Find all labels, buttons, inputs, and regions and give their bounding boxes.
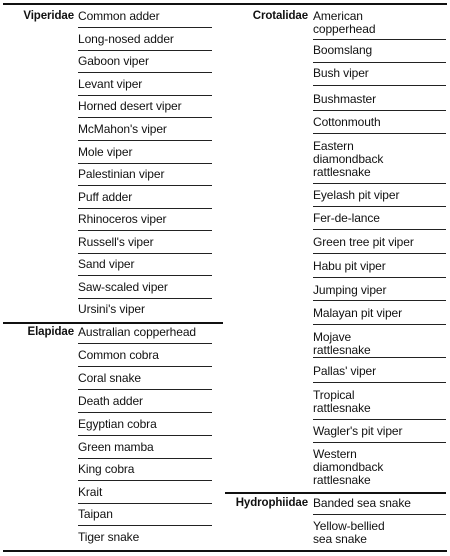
- table-bottom-rule: [3, 550, 447, 552]
- species-item: Taipan: [78, 507, 113, 521]
- family-crotalidae: Crotalidae: [252, 10, 308, 22]
- row-separator: [78, 412, 212, 413]
- species-item: Pallas' viper: [313, 364, 377, 378]
- row-separator: [313, 514, 446, 515]
- species-item: Wagler's pit viper: [313, 424, 403, 438]
- species-item: Eastern diamondback rattlesnake: [313, 139, 384, 179]
- species-item: Boomslang: [313, 43, 373, 57]
- species-item: Tiger snake: [78, 530, 140, 544]
- species-item: Green tree pit viper: [313, 235, 414, 249]
- species-item: Death adder: [78, 394, 143, 408]
- species-item: Common cobra: [78, 348, 159, 362]
- species-item: McMahon's viper: [78, 122, 167, 136]
- row-separator: [78, 343, 212, 344]
- species-item: Long-nosed adder: [78, 32, 174, 46]
- species-item: Horned desert viper: [78, 99, 182, 113]
- species-item: Mole viper: [78, 145, 133, 159]
- species-item: Egyptian cobra: [78, 417, 157, 431]
- species-item: Australian copperhead: [78, 325, 196, 339]
- species-item: Puff adder: [78, 190, 133, 204]
- species-item: Levant viper: [78, 77, 143, 91]
- species-item: Jumping viper: [313, 283, 387, 297]
- species-item: Habu pit viper: [313, 259, 386, 273]
- species-item: Western diamondback rattlesnake: [313, 447, 384, 487]
- species-item: Saw-scaled viper: [78, 280, 168, 294]
- species-item: American copperhead: [313, 9, 376, 36]
- row-separator: [78, 435, 212, 436]
- row-separator: [78, 480, 212, 481]
- species-item: Ursini's viper: [78, 302, 145, 316]
- row-separator: [78, 525, 212, 526]
- species-item: Malayan pit viper: [313, 306, 403, 320]
- species-item: Bushmaster: [313, 92, 377, 106]
- species-item: Yellow-bellied sea snake: [313, 519, 385, 546]
- species-item: Russell's viper: [78, 235, 154, 249]
- hydrophiidae-species-list: [313, 0, 446, 556]
- species-item: Sand viper: [78, 257, 135, 271]
- elapidae-species-list: [78, 0, 212, 556]
- species-item: King cobra: [78, 462, 135, 476]
- species-item: Banded sea snake: [313, 496, 411, 510]
- family-viperidae: Viperidae: [23, 10, 74, 22]
- species-item: Bush viper: [313, 66, 369, 80]
- species-item: Green mamba: [78, 440, 154, 454]
- species-item: Palestinian viper: [78, 167, 165, 181]
- species-item: Coral snake: [78, 371, 141, 385]
- row-separator: [78, 458, 212, 459]
- species-item: Fer-de-lance: [313, 211, 380, 225]
- species-item: Krait: [78, 485, 103, 499]
- row-separator: [78, 389, 212, 390]
- species-item: Cottonmouth: [313, 115, 381, 129]
- species-item: Common adder: [78, 9, 160, 23]
- row-separator: [78, 366, 212, 367]
- species-item: Rhinoceros viper: [78, 212, 167, 226]
- family-elapidae: Elapidae: [27, 326, 74, 338]
- row-separator: [78, 503, 212, 504]
- species-item: Tropical rattlesnake: [313, 388, 371, 415]
- species-item: Gaboon viper: [78, 54, 149, 68]
- family-hydrophiidae: Hydrophiidae: [235, 497, 308, 509]
- species-item: Mojave rattlesnake: [313, 330, 371, 357]
- species-item: Eyelash pit viper: [313, 188, 400, 202]
